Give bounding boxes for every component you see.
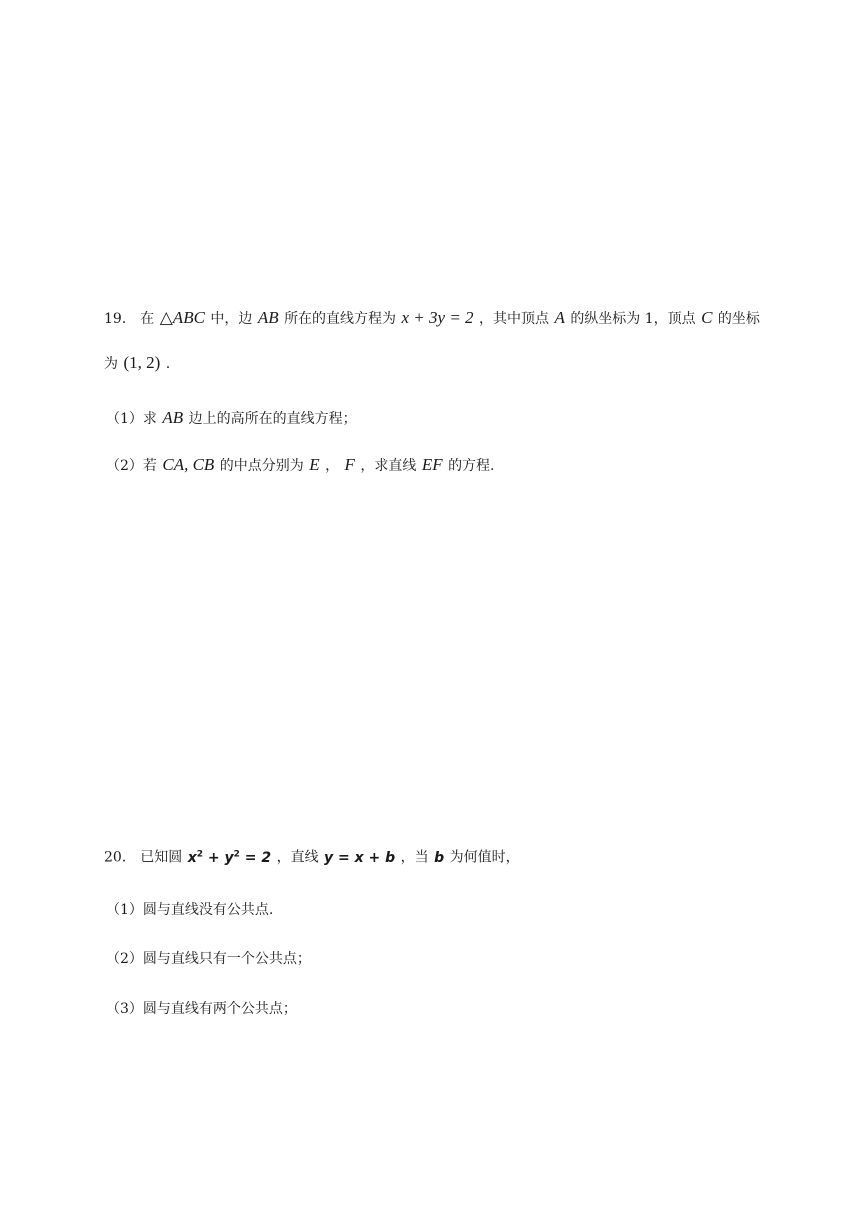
side-ab: AB <box>257 308 279 327</box>
q20-statement: 20． 已知圆 $x^2 + y^2 = 2$ ，直线 y = x + b ，当 b 为何值时， <box>104 849 520 866</box>
line-equation-20: y = x + b <box>324 849 396 866</box>
vertex-c: C <box>701 308 713 327</box>
point-c-coords: (1, 2) <box>123 353 161 372</box>
q19-part-2: （2）若 CA, CB 的中点分别为 E ， F ，求直线 EF 的方程. <box>106 455 495 474</box>
q19-statement-line1: 19． 在 △ABC 中，边 AB 所在的直线方程为 x + 3y = 2 ，其中顶点 A 的纵坐标为 1，顶点 C 的坐标 <box>104 308 760 327</box>
q19-statement-line2: 为 (1, 2) . <box>104 353 171 372</box>
triangle-abc: △ABC <box>159 308 205 327</box>
q19-number: 19． <box>104 311 136 327</box>
q20-part-3: （3）圆与直线有两个公共点； <box>106 1001 297 1017</box>
q20-part-2: （2）圆与直线只有一个公共点； <box>106 951 311 967</box>
q19-part-1: （1）求 AB 边上的高所在的直线方程； <box>106 408 357 427</box>
variable-b: b <box>434 849 445 866</box>
vertex-a: A <box>554 308 565 327</box>
q20-part-1: （1）圆与直线没有公共点. <box>106 902 274 918</box>
circle-equation: $x^2 + y^2 = 2$ <box>187 849 272 866</box>
line-equation: x + 3y = 2 <box>401 308 474 327</box>
q20-number: 20． <box>104 849 136 866</box>
